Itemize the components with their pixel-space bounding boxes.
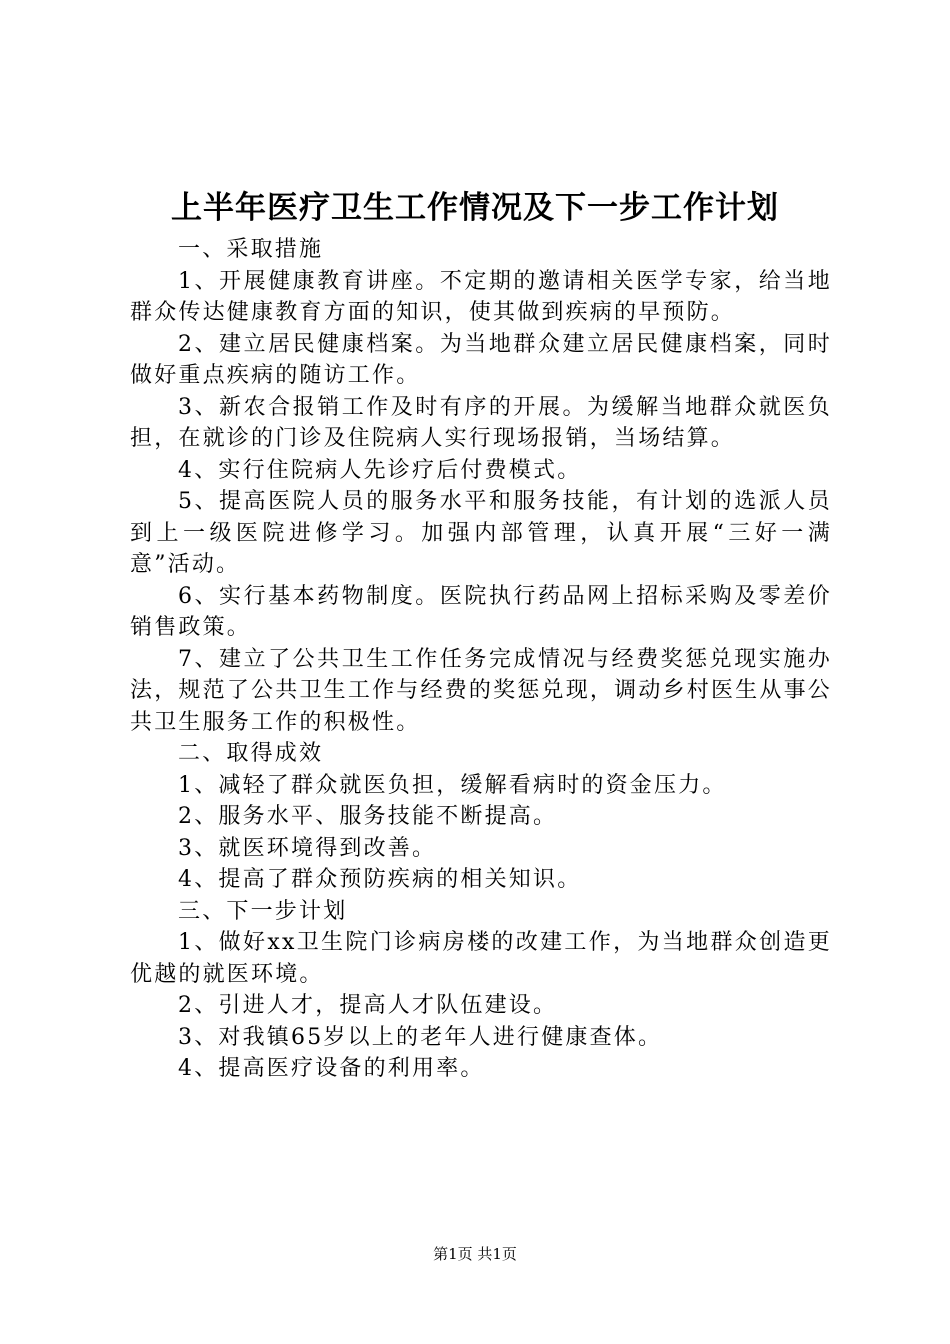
paragraph: 1、做好xx卫生院门诊病房楼的改建工作，为当地群众创造更优越的就医环境。: [130, 930, 832, 987]
paragraph: 6、实行基本药物制度。医院执行药品网上招标采购及零差价销售政策。: [130, 583, 832, 640]
paragraph: 5、提高医院人员的服务水平和服务技能，有计划的选派人员到上一级医院进修学习。加强内部管理，认真开展“三好一满意”活动。: [130, 489, 832, 577]
document-title: 上半年医疗卫生工作情况及下一步工作计划: [171, 190, 779, 226]
paragraph: 2、引进人才，提高人才队伍建设。: [178, 993, 558, 1018]
paragraph: 2、服务水平、服务技能不断提高。: [178, 804, 558, 829]
document-body: [130, 234, 832, 1085]
paragraph: 1、开展健康教育讲座。不定期的邀请相关医学专家，给当地群众传达健康教育方面的知识，使其做到疾病的早预防。: [130, 268, 832, 325]
section-heading-2: 二、取得成效: [178, 741, 324, 766]
paragraph: 4、提高医疗设备的利用率。: [178, 1056, 485, 1081]
paragraph: 7、建立了公共卫生工作任务完成情况与经费奖惩兑现实施办法，规范了公共卫生工作与经费的奖惩兑现，调动乡村医生从事公共卫生服务工作的积极性。: [130, 646, 832, 735]
paragraph: 1、减轻了群众就医负担，缓解看病时的资金压力。: [178, 772, 727, 798]
paragraph: 4、实行住院病人先诊疗后付费模式。: [178, 457, 582, 483]
section-heading-3: 三、下一步计划: [178, 898, 348, 924]
section-heading-1: 一、采取措施: [178, 237, 324, 262]
page-number-footer: 第1页 共1页: [433, 1245, 517, 1263]
paragraph: 3、对我镇65岁以上的老年人进行健康查体。: [178, 1024, 663, 1050]
paragraph: 3、就医环境得到改善。: [178, 835, 437, 861]
paragraph: 2、建立居民健康档案。为当地群众建立居民健康档案，同时做好重点疾病的随访工作。: [130, 331, 832, 388]
paragraph: 4、提高了群众预防疾病的相关知识。: [178, 867, 582, 892]
paragraph: 3、新农合报销工作及时有序的开展。为缓解当地群众就医负担，在就诊的门诊及住院病人实行现场报销，当场结算。: [130, 394, 832, 451]
